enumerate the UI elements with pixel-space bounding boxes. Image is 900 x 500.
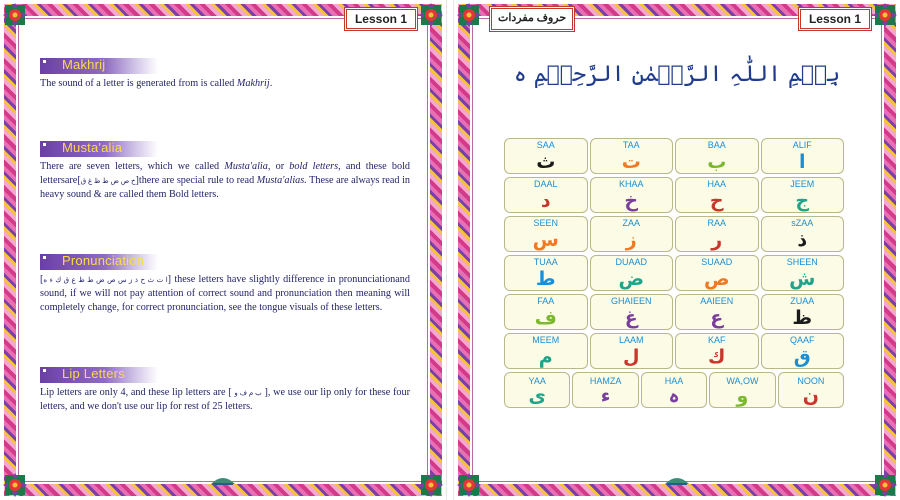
- section-pronunciation: [40, 254, 410, 315]
- letter-card[interactable]: [761, 138, 845, 174]
- arabic-letter: ط: [535, 268, 556, 290]
- letter-card[interactable]: [675, 216, 759, 252]
- letter-name: SAA: [536, 140, 555, 150]
- arabic-letter: ك: [708, 346, 726, 368]
- letter-name: TUAA: [533, 257, 558, 267]
- letter-name: WA,OW: [726, 376, 759, 386]
- letter-name: sZAA: [791, 218, 814, 228]
- arabic-letter: ض: [618, 268, 645, 290]
- section-heading: [40, 141, 158, 157]
- arabic-letter: ن: [802, 385, 819, 407]
- arabic-letter: ج: [795, 190, 810, 212]
- letter-card[interactable]: [504, 372, 570, 408]
- letter-card[interactable]: [778, 372, 844, 408]
- arabic-letter: س: [532, 229, 559, 251]
- letter-name: SEEN: [533, 218, 558, 228]
- arabic-letter: ء: [600, 385, 611, 407]
- alphabet-grid: [504, 138, 844, 411]
- arabic-letter: ى: [528, 385, 546, 407]
- letter-name: HAMZA: [589, 376, 622, 386]
- letter-card[interactable]: [504, 294, 588, 330]
- letter-name: YAA: [528, 376, 546, 386]
- corner-ornament-icon: [456, 472, 482, 498]
- arabic-letter: د: [540, 190, 551, 212]
- arabic-letter: ب: [707, 151, 727, 173]
- section-mustaalia: [40, 141, 410, 202]
- letter-name: DUAAD: [615, 257, 647, 267]
- section-heading: [40, 254, 158, 270]
- letter-card[interactable]: [590, 177, 674, 213]
- bottom-ornament-icon: [211, 474, 235, 486]
- corner-ornament-icon: [2, 2, 28, 28]
- lesson-badge: Lesson 1: [346, 9, 416, 29]
- section-paragraph: Lip letters are only 4, and these lip letters are [ ب م ف و ], we use our lip only for these four letters, and we don't use our lip for rest of 25 letters.: [40, 387, 411, 412]
- arabic-letter: ش: [789, 268, 816, 290]
- letter-card[interactable]: [675, 294, 759, 330]
- right-page: [454, 0, 900, 500]
- section-heading-text: Pronunciation: [62, 253, 145, 268]
- alphabet-row: [504, 138, 844, 174]
- alphabet-row: [504, 216, 844, 252]
- letter-card[interactable]: [675, 333, 759, 369]
- section-heading: [40, 367, 158, 383]
- letter-name: KAF: [707, 335, 726, 345]
- corner-ornament-icon: [418, 472, 444, 498]
- section-paragraph: [ا ت ث ح ذ ز س ص ض ط ظ ع ق ك ء ه] these letters have slightly difference in pronunciationand sound, if we will not pay attention of correct sound and pronunciation then meaning will completely change, for correct pronunciation, see the tongue visuals of these letters.: [40, 274, 410, 313]
- letter-name: BAA: [707, 140, 726, 150]
- left-page: [0, 0, 446, 500]
- letter-card[interactable]: [761, 294, 845, 330]
- letter-card[interactable]: [590, 333, 674, 369]
- arabic-letter: ہ: [668, 385, 680, 407]
- arabic-letter: ا: [798, 151, 806, 173]
- letter-card[interactable]: [572, 372, 638, 408]
- letter-card[interactable]: [504, 333, 588, 369]
- letter-card[interactable]: [761, 255, 845, 291]
- section-heading: [40, 58, 158, 74]
- letter-name: ALIF: [792, 140, 812, 150]
- section-paragraph: The sound of a letter is generated from is called Makhrij.: [40, 78, 273, 89]
- corner-ornament-icon: [872, 2, 898, 28]
- corner-ornament-icon: [2, 472, 28, 498]
- arabic-letter: ر: [711, 229, 723, 251]
- alphabet-row: [504, 177, 844, 213]
- letter-name: RAA: [707, 218, 726, 228]
- alphabet-row: [504, 294, 844, 330]
- arabic-letter: ق: [793, 346, 811, 368]
- letter-name: SUAAD: [701, 257, 733, 267]
- letter-name: GHAIEEN: [610, 296, 652, 306]
- letter-name: MEEM: [532, 335, 560, 345]
- corner-ornament-icon: [872, 472, 898, 498]
- letter-card[interactable]: [641, 372, 707, 408]
- letter-name: KHAA: [618, 179, 644, 189]
- letter-card[interactable]: [504, 255, 588, 291]
- section-heading-text: Musta'alia: [62, 140, 123, 155]
- letter-name: TAA: [622, 140, 640, 150]
- arabic-letter: ذ: [797, 229, 808, 251]
- letter-card[interactable]: [675, 138, 759, 174]
- book-gutter: [446, 0, 454, 500]
- letter-name: ZAA: [622, 218, 640, 228]
- letter-name: JEEM: [790, 179, 815, 189]
- arabic-letter: ص: [703, 268, 730, 290]
- letter-card[interactable]: [709, 372, 775, 408]
- letter-card[interactable]: [675, 255, 759, 291]
- section-heading-text: Makhrij: [62, 57, 106, 72]
- alphabet-row: [504, 372, 844, 408]
- letter-card[interactable]: [675, 177, 759, 213]
- arabic-letter: ظ: [792, 307, 813, 329]
- letter-card[interactable]: [504, 138, 588, 174]
- lesson-badge: Lesson 1: [800, 9, 870, 29]
- alphabet-row: [504, 255, 844, 291]
- letter-card[interactable]: [504, 177, 588, 213]
- letter-name: QAAF: [789, 335, 815, 345]
- letter-card[interactable]: [590, 138, 674, 174]
- section-paragraph: There are seven letters, which we called Musta'alia, or bold letters, and these bold lettersare[خ ص ض ط ظ غ ق]there are special rule to read Musta'alias. These are always read in heavy sound & are called them Bold letters.: [40, 161, 411, 200]
- arabic-letter: ت: [621, 151, 641, 173]
- bismillah-calligraphy: بِسۡمِ اللّٰہِ الرَّحۡمٰنِ الرَّحِیۡمِ ہ: [513, 62, 841, 87]
- arabic-letter: و: [736, 385, 749, 407]
- arabic-letter: م: [538, 346, 553, 368]
- section-heading-text: Lip Letters: [62, 366, 125, 381]
- letter-card[interactable]: [590, 216, 674, 252]
- letter-card[interactable]: [761, 177, 845, 213]
- letter-name: SHEEN: [786, 257, 818, 267]
- arabic-letter: ح: [709, 190, 724, 212]
- arabic-letter: خ: [624, 190, 639, 212]
- arabic-letter: ع: [710, 307, 724, 329]
- lesson-content: [40, 58, 410, 414]
- letter-card[interactable]: [761, 333, 845, 369]
- arabic-letter: ف: [534, 307, 557, 329]
- section-lip-letters: [40, 367, 410, 414]
- alphabet-row: [504, 333, 844, 369]
- section-makhrij: [40, 58, 410, 91]
- letter-name: FAA: [537, 296, 555, 306]
- bottom-ornament-icon: [665, 474, 689, 486]
- letter-card[interactable]: [504, 216, 588, 252]
- letter-card[interactable]: [590, 294, 674, 330]
- arabic-letter: غ: [624, 307, 638, 329]
- letter-card[interactable]: [590, 255, 674, 291]
- letter-name: HAA: [664, 376, 684, 386]
- urdu-title-badge: حروف مفردات: [492, 9, 572, 29]
- corner-ornament-icon: [418, 2, 444, 28]
- letter-name: LAAM: [618, 335, 644, 345]
- letter-name: DAAL: [533, 179, 558, 189]
- arabic-letter: ث: [536, 151, 556, 173]
- arabic-letter: ز: [625, 229, 637, 251]
- letter-name: ZUAA: [790, 296, 815, 306]
- letter-name: HAA: [707, 179, 726, 189]
- corner-ornament-icon: [456, 2, 482, 28]
- letter-name: AAIEEN: [700, 296, 734, 306]
- letter-card[interactable]: [761, 216, 845, 252]
- arabic-letter: ل: [623, 346, 640, 368]
- letter-name: NOON: [797, 376, 825, 386]
